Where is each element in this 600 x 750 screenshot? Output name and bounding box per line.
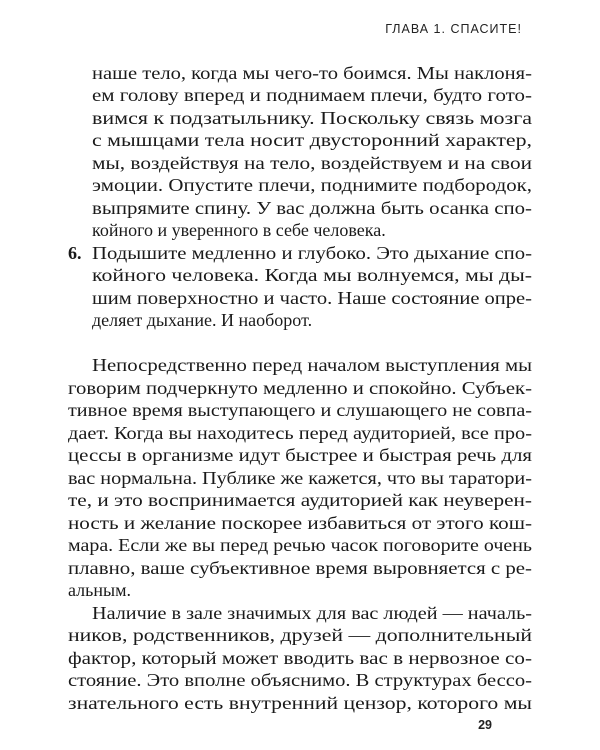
text-line: Подышите медленно и глубоко. Это дыхание спо- xyxy=(92,242,532,263)
text-line: наше тело, когда мы чего-то боимся. Мы наклоня- xyxy=(92,63,532,83)
text-line: тивное время выступающего и слушающего не совпа- xyxy=(68,400,532,421)
text-line: выпрямите спину. У вас должна быть осанка спо- xyxy=(92,197,532,218)
text-line: с мышцами тела носит двусторонний характер, xyxy=(92,130,532,151)
text-line: ность и желание поскорее избавиться от этого кош- xyxy=(68,512,532,533)
text-line: стояние. Это вполне объяснимо. В структурах бессо- xyxy=(68,670,532,691)
text-line: фактор, который может вводить вас в нервозное со- xyxy=(68,647,532,668)
text-line: Непосредственно перед началом выступления мы xyxy=(92,355,532,376)
page-number: 29 xyxy=(478,718,492,732)
text-line: дает. Когда вы находитесь перед аудиторией, все про- xyxy=(68,422,532,443)
text-line: ем голову вперед и поднимаем плечи, будто гото- xyxy=(92,85,532,106)
text-line: мара. Если же вы перед речью часок поговорите очень xyxy=(68,535,532,556)
text-line: шим поверхностно и часто. Наше состояние опре- xyxy=(92,287,532,308)
text-line: койного и уверенного в себе человека. xyxy=(92,220,386,241)
list-number: 6. xyxy=(68,242,82,263)
text-line: вас нормальна. Публике же кажется, что вы таратори- xyxy=(68,467,532,488)
text-line: знательного есть внутренний цензор, которого мы xyxy=(68,692,532,713)
text-line: ников, родственников, друзей — дополнительный xyxy=(68,625,532,646)
running-header: ГЛАВА 1. СПАСИТЕ! xyxy=(385,22,522,36)
text-line: плавно, ваше субъективное время выровняется с ре- xyxy=(68,557,532,578)
text-line: мы, воздействуя на тело, воздействуем и на свои xyxy=(92,152,532,173)
text-line: вимся к подзатыльнику. Поскольку связь мозга xyxy=(92,107,532,128)
text-line: цессы в организме идут быстрее и быстрая речь для xyxy=(68,445,532,466)
text-line: Наличие в зале значимых для вас людей — началь- xyxy=(92,602,532,623)
text-line: эмоции. Опустите плечи, поднимите подбородок, xyxy=(92,175,532,196)
text-line: койного человека. Когда мы волнуемся, мы ды- xyxy=(92,265,532,286)
text-line: те, и это воспринимается аудиторией как неуверен- xyxy=(68,490,532,511)
text-line: деляет дыхание. И наоборот. xyxy=(92,310,313,331)
text-line: альным. xyxy=(68,580,131,601)
text-line: говорим подчеркнуто медленно и спокойно. Субъек- xyxy=(68,377,532,398)
